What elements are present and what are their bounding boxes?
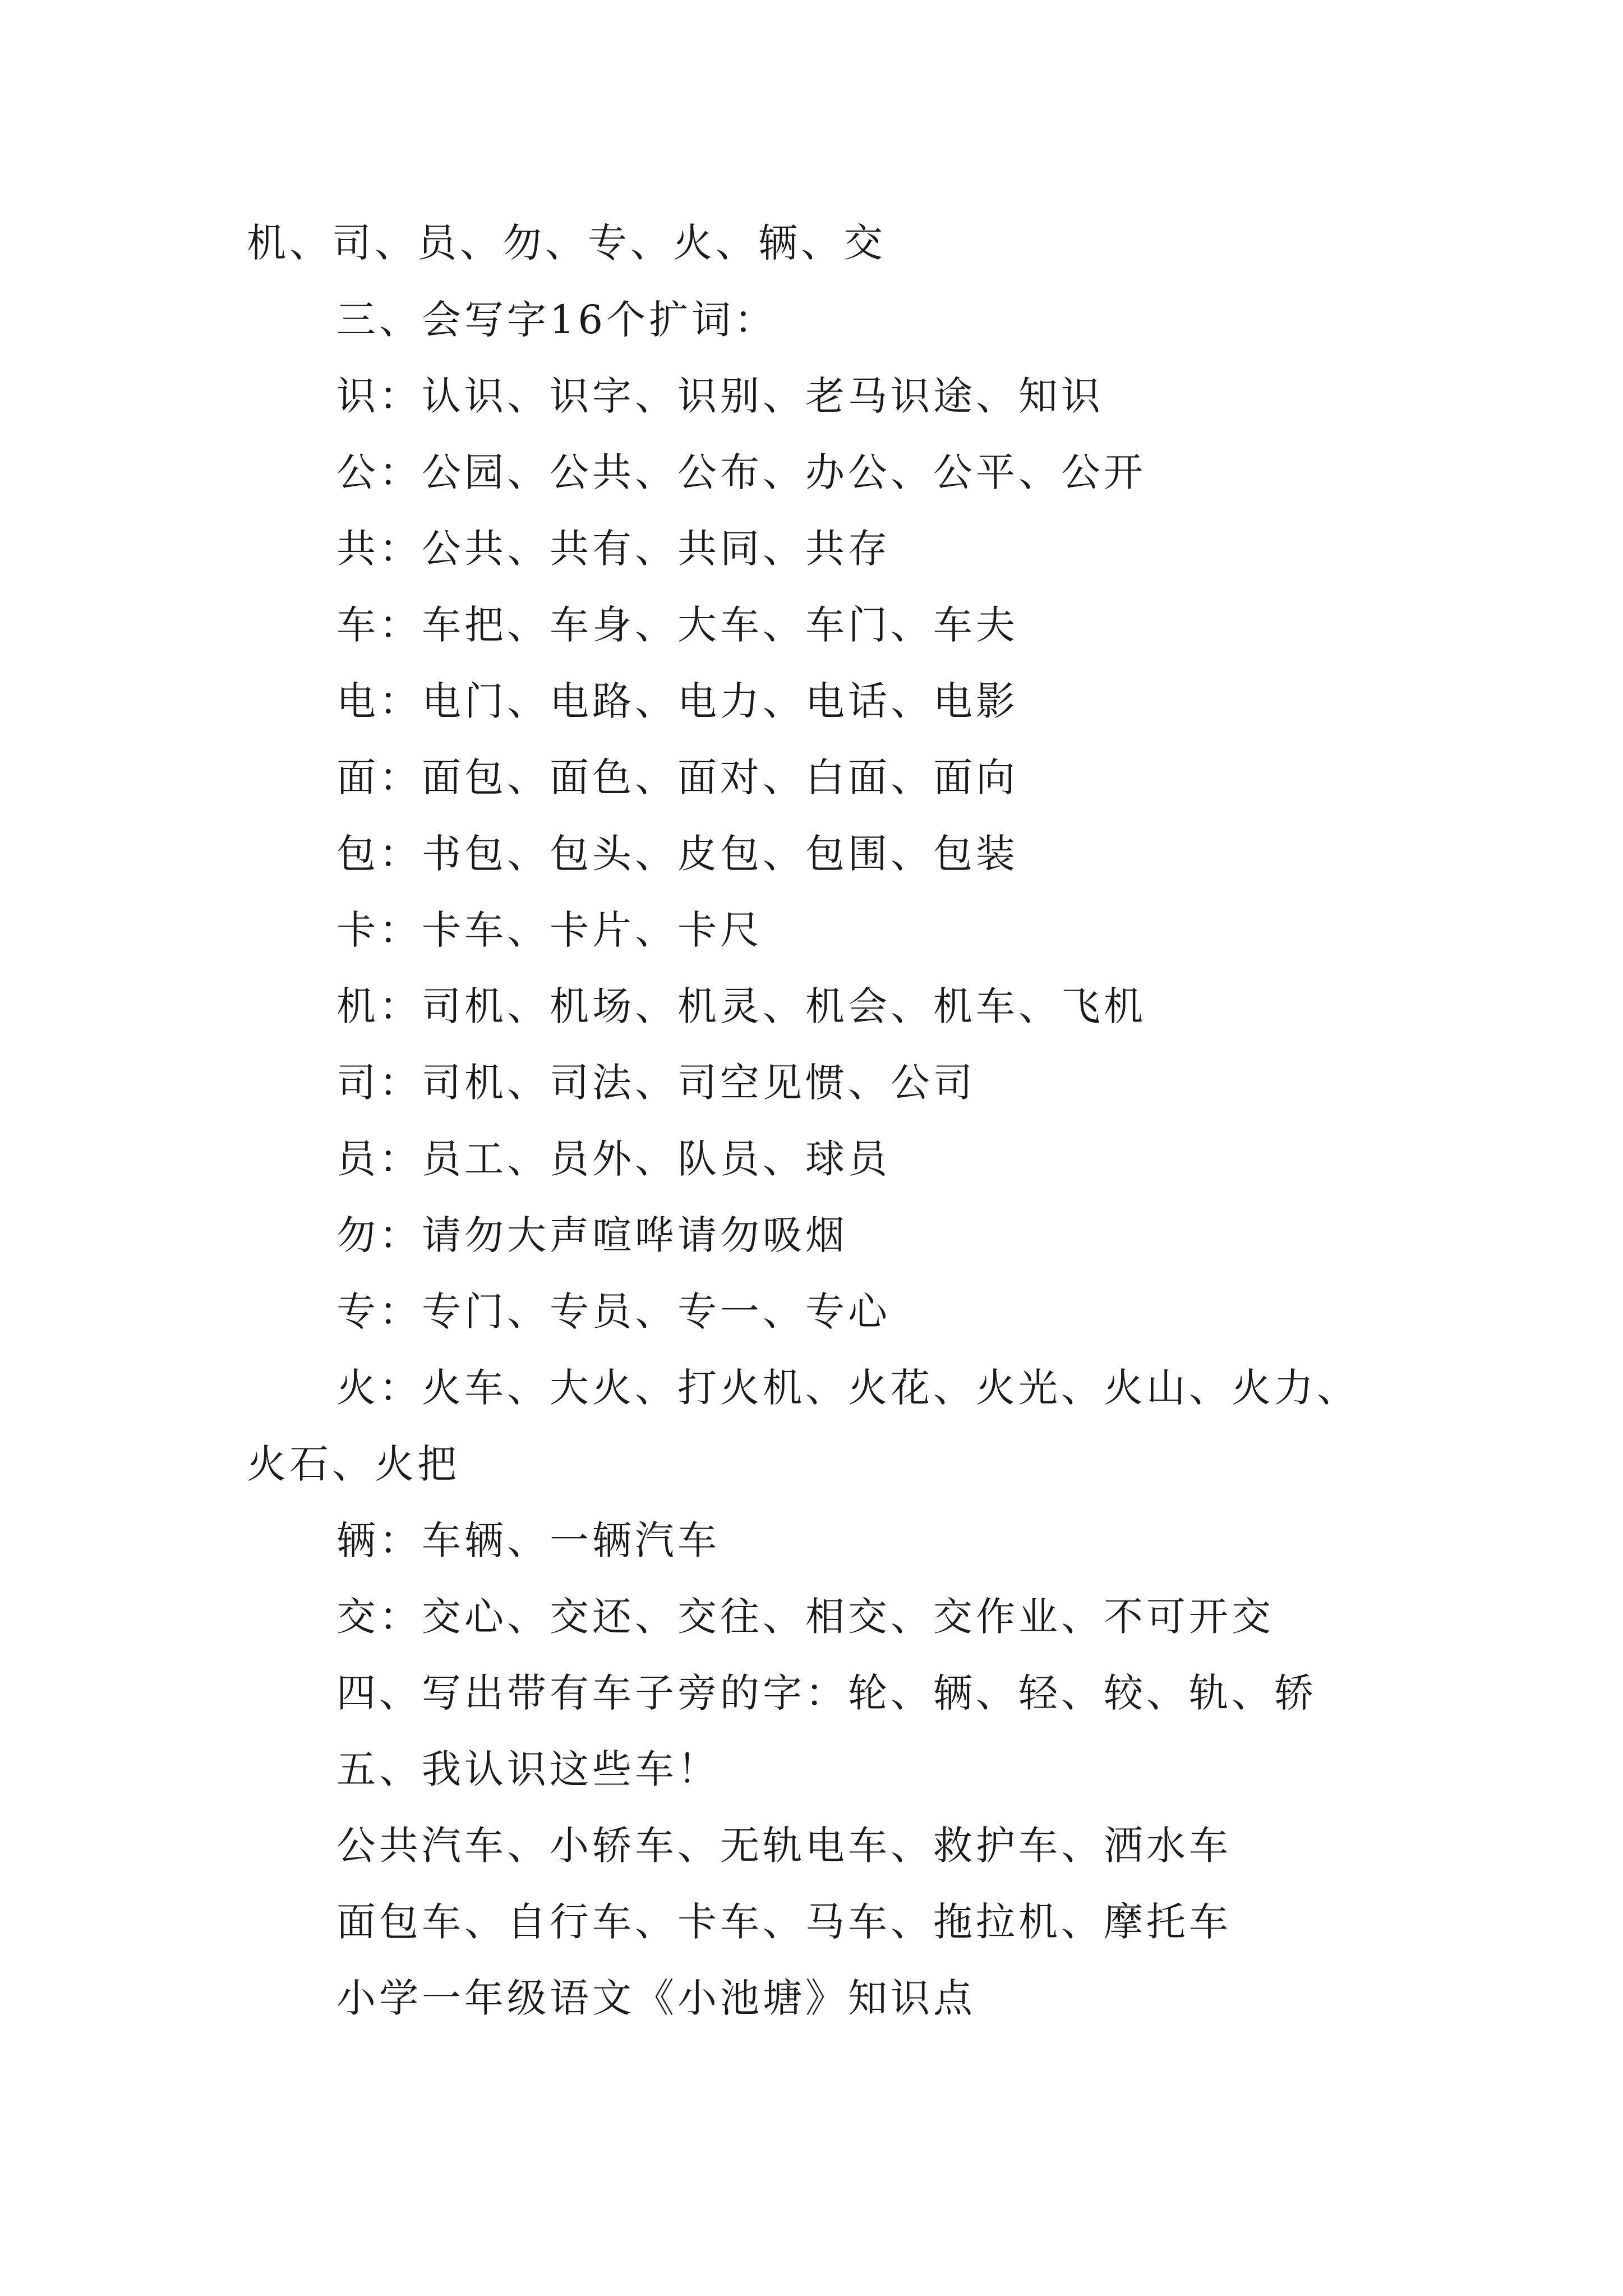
text-line-14: 勿：请勿大声喧哗请勿吸烟 <box>336 1212 848 1258</box>
text-line-15: 专：专门、专员、专一、专心 <box>336 1289 891 1335</box>
text-line-17: 火石、火把 <box>247 1441 460 1487</box>
text-line-16: 火：火车、大火、打火机、火花、火光、火山、火力、 <box>336 1365 1359 1411</box>
text-line-8: 面：面包、面色、面对、白面、面向 <box>336 754 1018 800</box>
text-line-3: 识：认识、识字、识别、老马识途、知识 <box>336 373 1104 419</box>
text-line-11: 机：司机、机场、机灵、机会、机车、飞机 <box>336 983 1146 1029</box>
text-line-13: 员：员工、员外、队员、球员 <box>336 1136 891 1182</box>
text-line-6: 车：车把、车身、大车、车门、车夫 <box>336 602 1018 648</box>
text-line-5: 共：公共、共有、共同、共存 <box>336 526 891 572</box>
text-line-12: 司：司机、司法、司空见惯、公司 <box>336 1060 976 1106</box>
text-line-20: 四、写出带有车子旁的字：轮、辆、轻、较、轨、轿 <box>336 1670 1317 1716</box>
text-line-19: 交：交心、交还、交往、相交、交作业、不可开交 <box>336 1594 1274 1640</box>
text-line-10: 卡：卡车、卡片、卡尺 <box>336 907 763 953</box>
text-line-24: 小学一年级语文《小池塘》知识点 <box>336 1975 976 2021</box>
text-line-22: 公共汽车、小轿车、无轨电车、救护车、洒水车 <box>336 1823 1232 1869</box>
text-line-2: 三、会写字16个扩词： <box>336 297 777 343</box>
text-line-4: 公：公园、公共、公布、办公、公平、公开 <box>336 449 1146 495</box>
text-line-7: 电：电门、电路、电力、电话、电影 <box>336 678 1018 724</box>
text-line-23: 面包车、自行车、卡车、马车、拖拉机、摩托车 <box>336 1899 1232 1945</box>
text-line-9: 包：书包、包头、皮包、包围、包装 <box>336 831 1018 877</box>
text-line-1: 机、司、员、勿、专、火、辆、交 <box>247 220 886 266</box>
text-line-18: 辆：车辆、一辆汽车 <box>336 1517 720 1563</box>
text-line-21: 五、我认识这些车！ <box>336 1746 720 1792</box>
